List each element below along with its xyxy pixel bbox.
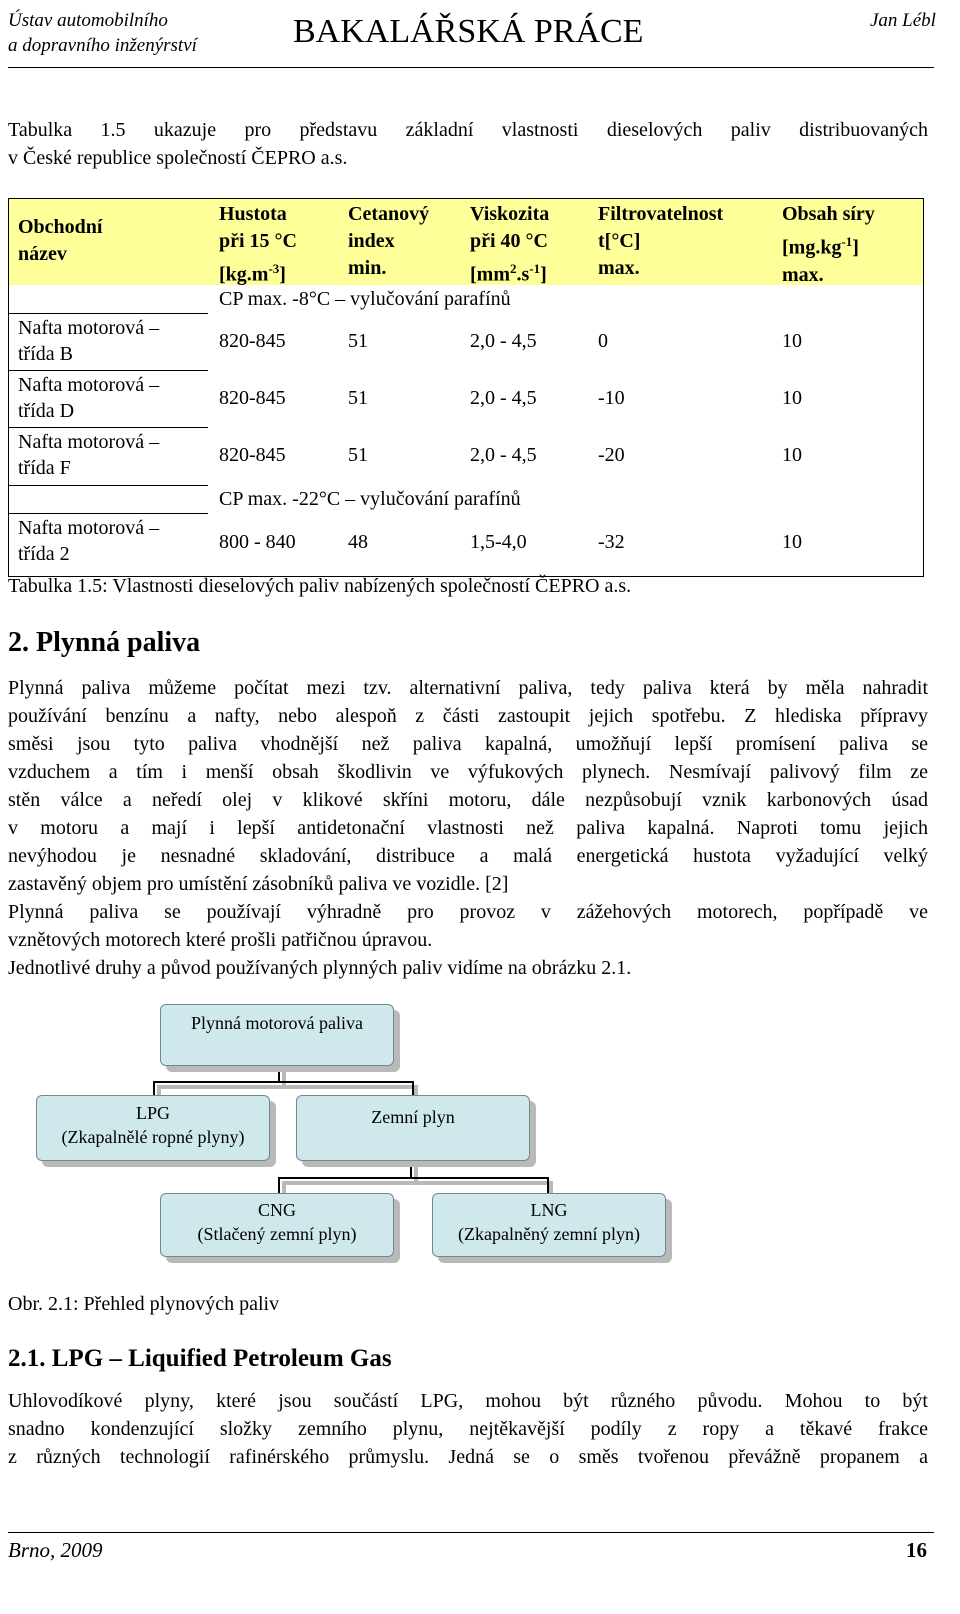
header-density-line1: Hustota bbox=[219, 203, 287, 225]
connector-line bbox=[412, 1081, 414, 1095]
paragraph-line: Jednotlivé druhy a původ používaných plynných paliv vidíme na obrázku 2.1. bbox=[8, 957, 632, 979]
row-name-line2: třída F bbox=[18, 457, 71, 479]
diagram-box-root bbox=[160, 1004, 394, 1066]
page-number: 16 bbox=[906, 1538, 927, 1562]
footer-rule bbox=[8, 1532, 934, 1533]
diagram-box-label: Zemní plyn bbox=[371, 1107, 455, 1127]
header-density bbox=[219, 201, 297, 289]
diagram-box-lpg bbox=[36, 1095, 270, 1161]
header-sulfur-line3: max. bbox=[782, 263, 824, 286]
header-cetane-line1: Cetanový bbox=[348, 203, 430, 225]
header-rule bbox=[8, 67, 934, 68]
diagram-box-lng bbox=[432, 1193, 666, 1257]
cp-note-1: CP max. -8°C – vylučování parafínů bbox=[219, 288, 511, 310]
header-institute-line1: Ústav automobilního bbox=[8, 10, 168, 31]
cell-sulfur: 10 bbox=[782, 330, 802, 352]
header-filter-line3: max. bbox=[598, 257, 640, 279]
row-name-line2: třída D bbox=[18, 400, 75, 422]
header-name-line1: Obchodní bbox=[18, 216, 103, 238]
header-institute bbox=[8, 8, 197, 58]
table-row-separator bbox=[8, 485, 208, 486]
diagram-box-cng bbox=[160, 1193, 394, 1257]
table-row-name bbox=[18, 371, 159, 425]
cell-viscosity: 2,0 - 4,5 bbox=[470, 444, 537, 466]
header-sulfur-line1: Obsah síry bbox=[782, 203, 875, 225]
header-filter-line1: Filtrovatelnost bbox=[598, 203, 724, 225]
intro-line-2: v České republice společností ČEPRO a.s. bbox=[8, 147, 348, 169]
diagram-box-sublabel: (Stlačený zemní plyn) bbox=[197, 1224, 357, 1244]
header-viscosity-line3: $[mm^2.s^{-1}]$ bbox=[470, 261, 547, 286]
connector-line bbox=[278, 1177, 280, 1193]
figure-caption: Obr. 2.1: Přehled plynových paliv bbox=[8, 1293, 280, 1315]
section-heading: 2. Plynná paliva bbox=[8, 627, 201, 658]
cell-viscosity: 2,0 - 4,5 bbox=[470, 330, 537, 352]
connector-shadow bbox=[282, 1181, 553, 1185]
diagram-box-label: LPG bbox=[135, 1103, 170, 1123]
header-density-line3: $[kg.m^{-3}]$ bbox=[219, 261, 286, 286]
header-density-line2: při 15 °C bbox=[219, 230, 297, 252]
cell-cetane: 48 bbox=[348, 531, 368, 553]
connector-line bbox=[547, 1177, 549, 1193]
paragraph-line: Plynná paliva se používají výhradně pro provoz v zážehových motorech, popřípadě ve bbox=[8, 901, 928, 923]
header-sulfur-line2: $[mg.kg^{-1}]$ bbox=[782, 234, 859, 259]
row-name-line2: třída B bbox=[18, 343, 73, 365]
header-cetane-line3: min. bbox=[348, 257, 387, 279]
section-2-body bbox=[8, 674, 928, 982]
cell-filter: 0 bbox=[598, 330, 608, 352]
paragraph-line: snadno kondenzující složky zemního plynu, nejtěkavější podíly z ropy a těkavé frakce bbox=[8, 1418, 928, 1440]
paragraph-line: nevýhodou je nesnadné skladování, distribuce a malá energetická hustota vyžadující velký bbox=[8, 845, 928, 867]
cell-density: 820-845 bbox=[219, 387, 286, 409]
paragraph-line: Uhlovodíkové plyny, které jsou součástí LPG, mohou být různého původu. Mohou to být bbox=[8, 1390, 928, 1412]
header-name bbox=[18, 214, 102, 268]
table-row-name bbox=[18, 514, 159, 568]
paragraph-line: vznětových motorech které prošli patřičnou úpravou. bbox=[8, 929, 433, 951]
cp-note-2: CP max. -22°C – vylučování parafínů bbox=[219, 488, 521, 510]
cell-filter: -20 bbox=[598, 444, 625, 466]
paragraph-line: zastavěný objem pro umístění zásobníků paliva ve vozidle. [2] bbox=[8, 873, 509, 895]
paragraph-line: v motoru a mají i lepší antidetonační vlastnosti než paliva kapalná. Naproti tomu jejich bbox=[8, 817, 928, 839]
cell-cetane: 51 bbox=[348, 387, 368, 409]
paragraph-line: Plynná paliva můžeme počítat mezi tzv. alternativní paliva, tedy paliva která by měla nahradit bbox=[8, 677, 928, 699]
row-name-line1: Nafta motorová – bbox=[18, 317, 160, 339]
diagram-box-sublabel: (Zkapalnělé ropné plyny) bbox=[61, 1127, 245, 1147]
table-row-name bbox=[18, 428, 159, 482]
cell-sulfur: 10 bbox=[782, 531, 802, 553]
row-name-line1: Nafta motorová – bbox=[18, 517, 160, 539]
connector-shadow bbox=[157, 1085, 418, 1089]
cell-density: 820-845 bbox=[219, 330, 286, 352]
diagram-box-label: CNG bbox=[257, 1200, 296, 1220]
cell-filter: -10 bbox=[598, 387, 625, 409]
cell-sulfur: 10 bbox=[782, 444, 802, 466]
row-name-line1: Nafta motorová – bbox=[18, 431, 160, 453]
subsection-heading: 2.1. LPG – Liquified Petroleum Gas bbox=[8, 1345, 392, 1372]
row-name-line2: třída 2 bbox=[18, 543, 70, 565]
header-cetane bbox=[348, 201, 429, 282]
cell-viscosity: 2,0 - 4,5 bbox=[470, 387, 537, 409]
cell-density: 800 - 840 bbox=[219, 531, 296, 553]
paragraph-line: vzduchem a tím i menší obsah škodlivin ve výfukových plynech. Nesmívají palivový film ze bbox=[8, 761, 928, 783]
header-viscosity bbox=[470, 201, 549, 289]
header-institute-line2: a dopravního inženýrství bbox=[8, 35, 197, 56]
section-2-1-body bbox=[8, 1387, 928, 1471]
header-cetane-line2: index bbox=[348, 230, 395, 252]
diagram-box-sublabel: (Zkapalněný zemní plyn) bbox=[458, 1224, 640, 1244]
cell-cetane: 51 bbox=[348, 330, 368, 352]
paragraph-line: stěn válce a neředí olej v klikové skříni motoru, dále nezpůsobují vznik karbonových úsad bbox=[8, 789, 928, 811]
footer-place-year: Brno, 2009 bbox=[8, 1538, 103, 1562]
paragraph-line: z různých technologií rafinérského průmyslu. Jedná se o směs tvořenou převážně propanem a bbox=[8, 1446, 928, 1468]
diagram-box-label: LNG bbox=[530, 1200, 568, 1220]
intro-line-1: Tabulka 1.5 ukazuje pro představu základní vlastnosti dieselových paliv distribuovaných bbox=[8, 119, 928, 141]
connector-line bbox=[153, 1081, 414, 1083]
cell-cetane: 51 bbox=[348, 444, 368, 466]
cell-viscosity: 1,5-4,0 bbox=[470, 531, 527, 553]
cell-sulfur: 10 bbox=[782, 387, 802, 409]
header-viscosity-line1: Viskozita bbox=[470, 203, 550, 225]
diagram-box-natural-gas bbox=[296, 1095, 530, 1161]
diagram-box-label: Plynná motorová paliva bbox=[191, 1013, 363, 1033]
connector-line bbox=[153, 1081, 155, 1095]
connector-line bbox=[278, 1177, 549, 1179]
cell-density: 820-845 bbox=[219, 444, 286, 466]
paragraph-line: směsi jsou tyto paliva vhodnější než paliva kapalná, umožňují lepší promísení paliva se bbox=[8, 733, 928, 755]
header-filter-line2: t[°C] bbox=[598, 230, 641, 252]
cell-filter: -32 bbox=[598, 531, 625, 553]
table-caption: Tabulka 1.5: Vlastnosti dieselových paliv nabízených společností ČEPRO a.s. bbox=[8, 575, 632, 597]
header-filterability bbox=[598, 201, 723, 282]
row-name-line1: Nafta motorová – bbox=[18, 374, 160, 396]
table-row-name bbox=[18, 314, 159, 368]
header-viscosity-line2: při 40 °C bbox=[470, 230, 548, 252]
header-name-line2: název bbox=[18, 243, 67, 265]
header-author: Jan Lébl bbox=[870, 10, 936, 31]
header-sulfur bbox=[782, 201, 875, 289]
header-title: BAKALÁŘSKÁ PRÁCE bbox=[293, 13, 644, 50]
paragraph-line: používání benzínu a nafty, nebo alespoň z části zastoupit jejich spotřebu. Z hlediska přípravy bbox=[8, 705, 928, 727]
